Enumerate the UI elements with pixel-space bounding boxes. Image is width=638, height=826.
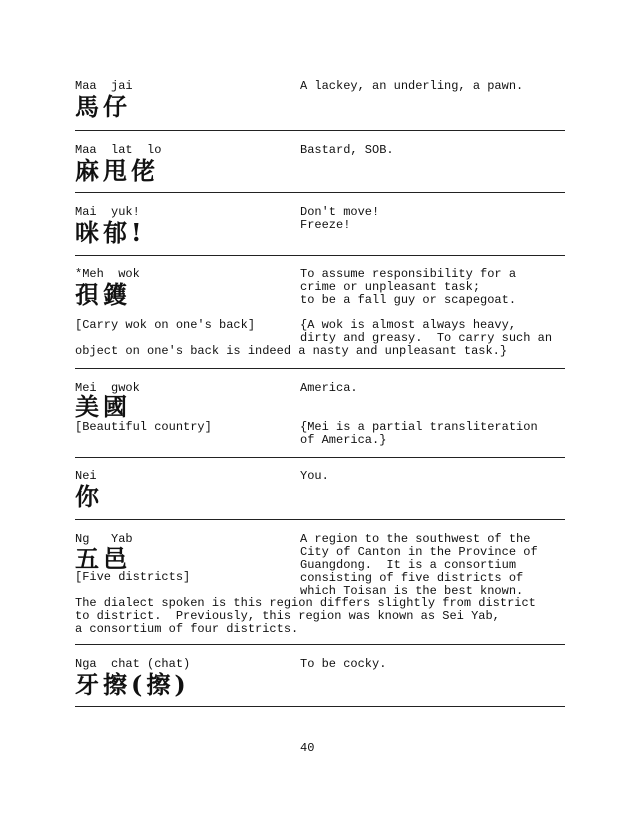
divider — [75, 644, 565, 645]
entry-romanization: Nei — [75, 469, 97, 483]
entry-chinese: 五邑 — [75, 544, 131, 573]
entry-chinese: 牙擦(擦) — [75, 670, 190, 699]
entry-chinese: 孭鑊 — [75, 280, 131, 309]
entry-chinese: 咪郁! — [75, 218, 146, 247]
entry-romanization: Ng Yab — [75, 532, 133, 546]
entry-note: {A wok is almost always heavy, dirty and greasy. To carry such an — [300, 318, 553, 345]
entry-literal-translation: [Beautiful country] — [75, 420, 212, 434]
divider — [75, 368, 565, 369]
entry-definition: Don't move! Freeze! — [300, 205, 380, 232]
entry-definition: A region to the southwest of the City of Canton in the Province of Guangdong. It is a consortium consisting of five districts of which Toisan is the best known. — [300, 532, 538, 598]
entry-note-continued: object on one's back is indeed a nasty and unpleasant task.} — [75, 344, 508, 358]
entry-definition: Bastard, SOB. — [300, 143, 394, 157]
entry-mai-yuk — [75, 206, 565, 254]
entry-romanization: Maa lat lo — [75, 143, 162, 157]
entry-note-continued: The dialect spoken is this region differs slightly from district to district. Previously, this region was known as Sei Yab, a consortium of four districts. — [75, 596, 536, 636]
entry-romanization: Mei gwok — [75, 381, 140, 395]
divider — [75, 519, 565, 520]
divider — [75, 255, 565, 256]
entry-nei — [75, 470, 565, 515]
entry-definition: To be cocky. — [300, 657, 387, 671]
entry-chinese: 馬仔 — [75, 92, 131, 121]
entry-maa-lat-lo — [75, 144, 565, 192]
entry-romanization: Nga chat (chat) — [75, 657, 191, 671]
entry-literal-translation: [Carry wok on one's back] — [75, 318, 256, 332]
entry-meh-wok — [75, 268, 565, 363]
entry-literal-translation: [Five districts] — [75, 570, 191, 584]
entry-chinese: 美國 — [75, 392, 131, 421]
divider — [75, 706, 565, 707]
entry-chinese: 你 — [75, 482, 103, 511]
divider — [75, 130, 565, 131]
entry-chinese: 麻甩佬 — [75, 156, 159, 185]
entry-nga-chat — [75, 658, 565, 703]
entry-definition: You. — [300, 469, 329, 483]
entry-note: {Mei is a partial transliteration of America.} — [300, 420, 538, 447]
entry-definition: A lackey, an underling, a pawn. — [300, 79, 524, 93]
entry-ng-yab — [75, 532, 565, 636]
entry-maa-jai — [75, 80, 565, 130]
entry-definition: America. — [300, 381, 358, 395]
entry-romanization: Mai yuk! — [75, 205, 140, 219]
entry-mei-gwok — [75, 382, 565, 454]
page-number: 40 — [300, 741, 315, 755]
entry-romanization: Maa jai — [75, 79, 133, 93]
entry-definition: To assume responsibility for a crime or unpleasant task; to be a fall guy or scapegoat. — [300, 267, 517, 307]
divider — [75, 457, 565, 458]
divider — [75, 192, 565, 193]
entry-romanization: *Meh wok — [75, 267, 140, 281]
